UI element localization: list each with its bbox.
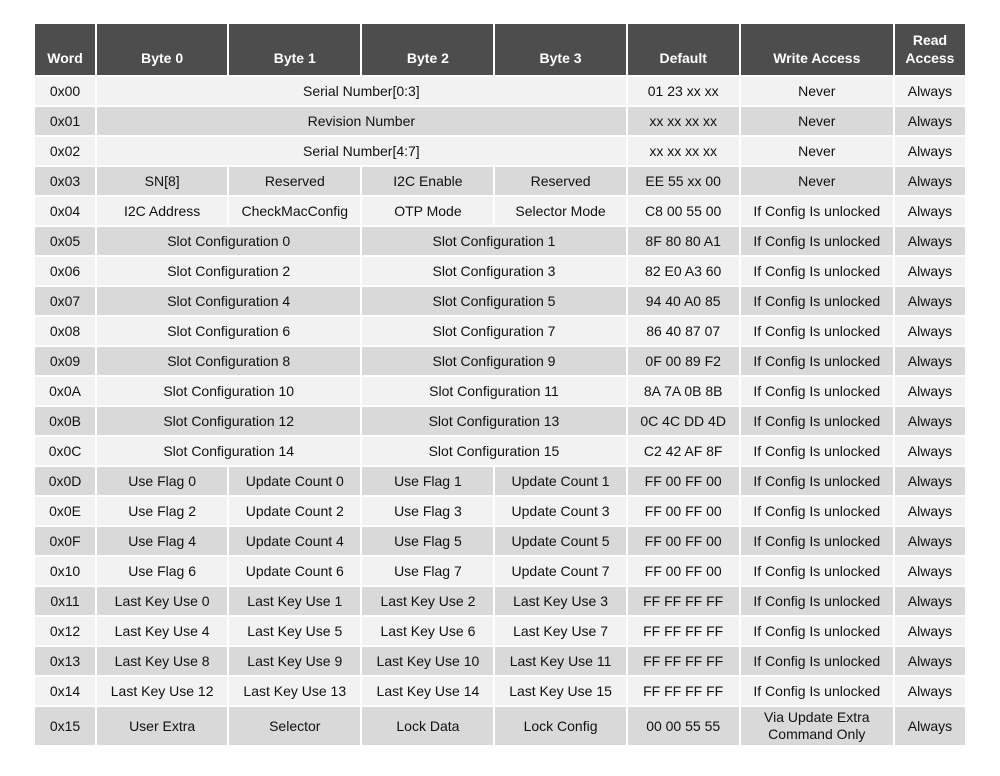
write-access-cell: If Config Is unlocked (741, 227, 893, 255)
table-row (35, 347, 965, 375)
byte-field-cell: OTP Mode (362, 197, 493, 225)
byte-field-cell: Slot Configuration 3 (362, 257, 625, 285)
byte-field-cell: Last Key Use 15 (495, 677, 625, 705)
table-row (35, 287, 965, 315)
byte-field-cell: Update Count 6 (229, 557, 360, 585)
byte-field-cell: Reserved (229, 167, 360, 195)
header-row (35, 24, 965, 75)
byte-field-cell: CheckMacConfig (229, 197, 360, 225)
write-access-cell: Via Update Extra Command Only (741, 707, 893, 745)
read-access-cell: Always (895, 347, 965, 375)
table-row (35, 587, 965, 615)
byte-field-cell: I2C Enable (362, 167, 493, 195)
byte-field-cell: Selector Mode (495, 197, 625, 225)
default-cell: 0F 00 89 F2 (628, 347, 739, 375)
write-access-cell: If Config Is unlocked (741, 467, 893, 495)
byte-field-cell: User Extra (97, 707, 227, 745)
column-header-default: Default (628, 24, 739, 75)
word-cell: 0x0B (35, 407, 95, 435)
column-header-read-access: Read Access (895, 24, 965, 75)
read-access-cell: Always (895, 707, 965, 745)
read-access-cell: Always (895, 197, 965, 225)
byte-field-cell: Last Key Use 14 (362, 677, 493, 705)
write-access-cell: If Config Is unlocked (741, 437, 893, 465)
table-row (35, 617, 965, 645)
byte-field-cell: Slot Configuration 12 (97, 407, 360, 435)
table-row (35, 107, 965, 135)
write-access-cell: If Config Is unlocked (741, 617, 893, 645)
word-cell: 0x06 (35, 257, 95, 285)
write-access-cell: If Config Is unlocked (741, 647, 893, 675)
table-row (35, 137, 965, 165)
column-header-write-access: Write Access (741, 24, 893, 75)
config-zone-table (33, 22, 967, 747)
byte-field-cell: Last Key Use 1 (229, 587, 360, 615)
read-access-cell: Always (895, 77, 965, 105)
read-access-cell: Always (895, 557, 965, 585)
default-cell: xx xx xx xx (628, 137, 739, 165)
default-cell: FF 00 FF 00 (628, 467, 739, 495)
default-cell: 86 40 87 07 (628, 317, 739, 345)
byte-field-cell: Lock Config (495, 707, 625, 745)
table-row (35, 527, 965, 555)
byte-field-cell: Last Key Use 6 (362, 617, 493, 645)
write-access-cell: If Config Is unlocked (741, 317, 893, 345)
word-cell: 0x01 (35, 107, 95, 135)
write-access-cell: If Config Is unlocked (741, 497, 893, 525)
table-row (35, 167, 965, 195)
byte-field-cell: Update Count 0 (229, 467, 360, 495)
read-access-cell: Always (895, 227, 965, 255)
table-row (35, 227, 965, 255)
read-access-cell: Always (895, 137, 965, 165)
default-cell: 8F 80 80 A1 (628, 227, 739, 255)
table-row (35, 557, 965, 585)
byte-field-cell: Last Key Use 7 (495, 617, 625, 645)
byte-field-cell: Slot Configuration 15 (362, 437, 625, 465)
byte-field-cell: Use Flag 6 (97, 557, 227, 585)
byte-field-cell: Selector (229, 707, 360, 745)
default-cell: 82 E0 A3 60 (628, 257, 739, 285)
byte-field-cell: Slot Configuration 7 (362, 317, 625, 345)
read-access-cell: Always (895, 527, 965, 555)
byte-field-cell: Last Key Use 0 (97, 587, 227, 615)
byte-field-cell: Slot Configuration 14 (97, 437, 360, 465)
default-cell: C2 42 AF 8F (628, 437, 739, 465)
byte-field-cell: Update Count 5 (495, 527, 625, 555)
byte-field-cell: Reserved (495, 167, 625, 195)
default-cell: FF FF FF FF (628, 617, 739, 645)
table-row (35, 257, 965, 285)
byte-field-cell: Revision Number (97, 107, 626, 135)
default-cell: xx xx xx xx (628, 107, 739, 135)
byte-field-cell: Last Key Use 12 (97, 677, 227, 705)
write-access-cell: Never (741, 107, 893, 135)
default-cell: FF FF FF FF (628, 677, 739, 705)
word-cell: 0x0A (35, 377, 95, 405)
write-access-cell: If Config Is unlocked (741, 197, 893, 225)
write-access-cell: If Config Is unlocked (741, 377, 893, 405)
column-header-byte-0: Byte 0 (97, 24, 227, 75)
word-cell: 0x14 (35, 677, 95, 705)
read-access-cell: Always (895, 497, 965, 525)
byte-field-cell: Use Flag 0 (97, 467, 227, 495)
byte-field-cell: Slot Configuration 9 (362, 347, 625, 375)
byte-field-cell: Use Flag 4 (97, 527, 227, 555)
byte-field-cell: Use Flag 7 (362, 557, 493, 585)
byte-field-cell: Update Count 4 (229, 527, 360, 555)
byte-field-cell: Last Key Use 13 (229, 677, 360, 705)
byte-field-cell: Slot Configuration 4 (97, 287, 360, 315)
column-header-word: Word (35, 24, 95, 75)
table-row (35, 317, 965, 345)
word-cell: 0x09 (35, 347, 95, 375)
default-cell: 94 40 A0 85 (628, 287, 739, 315)
table-row (35, 647, 965, 675)
default-cell: 8A 7A 0B 8B (628, 377, 739, 405)
byte-field-cell: Slot Configuration 2 (97, 257, 360, 285)
default-cell: FF 00 FF 00 (628, 497, 739, 525)
word-cell: 0x07 (35, 287, 95, 315)
default-cell: FF 00 FF 00 (628, 527, 739, 555)
byte-field-cell: SN[8] (97, 167, 227, 195)
default-cell: FF 00 FF 00 (628, 557, 739, 585)
table-row (35, 407, 965, 435)
word-cell: 0x10 (35, 557, 95, 585)
byte-field-cell: Slot Configuration 5 (362, 287, 625, 315)
write-access-cell: If Config Is unlocked (741, 257, 893, 285)
table-row (35, 707, 965, 745)
read-access-cell: Always (895, 107, 965, 135)
read-access-cell: Always (895, 317, 965, 345)
word-cell: 0x03 (35, 167, 95, 195)
read-access-cell: Always (895, 677, 965, 705)
table-row (35, 677, 965, 705)
table-body (35, 77, 965, 745)
byte-field-cell: Update Count 7 (495, 557, 625, 585)
byte-field-cell: Slot Configuration 11 (362, 377, 625, 405)
write-access-cell: Never (741, 167, 893, 195)
word-cell: 0x05 (35, 227, 95, 255)
byte-field-cell: Use Flag 3 (362, 497, 493, 525)
byte-field-cell: Last Key Use 8 (97, 647, 227, 675)
byte-field-cell: Lock Data (362, 707, 493, 745)
column-header-byte-3: Byte 3 (495, 24, 625, 75)
table-row (35, 497, 965, 525)
byte-field-cell: Slot Configuration 10 (97, 377, 360, 405)
byte-field-cell: Last Key Use 4 (97, 617, 227, 645)
write-access-cell: If Config Is unlocked (741, 677, 893, 705)
table-row (35, 437, 965, 465)
column-header-byte-1: Byte 1 (229, 24, 360, 75)
word-cell: 0x12 (35, 617, 95, 645)
read-access-cell: Always (895, 407, 965, 435)
byte-field-cell: Update Count 1 (495, 467, 625, 495)
byte-field-cell: Update Count 2 (229, 497, 360, 525)
read-access-cell: Always (895, 647, 965, 675)
byte-field-cell: Slot Configuration 8 (97, 347, 360, 375)
read-access-cell: Always (895, 587, 965, 615)
read-access-cell: Always (895, 377, 965, 405)
word-cell: 0x11 (35, 587, 95, 615)
table-row (35, 467, 965, 495)
byte-field-cell: Last Key Use 3 (495, 587, 625, 615)
read-access-cell: Always (895, 617, 965, 645)
word-cell: 0x02 (35, 137, 95, 165)
byte-field-cell: Use Flag 2 (97, 497, 227, 525)
write-access-cell: If Config Is unlocked (741, 407, 893, 435)
table-row (35, 377, 965, 405)
default-cell: C8 00 55 00 (628, 197, 739, 225)
table-row (35, 197, 965, 225)
byte-field-cell: Update Count 3 (495, 497, 625, 525)
column-header-byte-2: Byte 2 (362, 24, 493, 75)
byte-field-cell: Serial Number[4:7] (97, 137, 626, 165)
default-cell: FF FF FF FF (628, 587, 739, 615)
word-cell: 0x08 (35, 317, 95, 345)
word-cell: 0x0C (35, 437, 95, 465)
byte-field-cell: Last Key Use 5 (229, 617, 360, 645)
write-access-cell: Never (741, 77, 893, 105)
default-cell: 0C 4C DD 4D (628, 407, 739, 435)
write-access-cell: If Config Is unlocked (741, 347, 893, 375)
write-access-cell: If Config Is unlocked (741, 557, 893, 585)
word-cell: 0x04 (35, 197, 95, 225)
word-cell: 0x00 (35, 77, 95, 105)
table-row (35, 77, 965, 105)
default-cell: FF FF FF FF (628, 647, 739, 675)
byte-field-cell: Slot Configuration 13 (362, 407, 625, 435)
byte-field-cell: Use Flag 1 (362, 467, 493, 495)
read-access-cell: Always (895, 467, 965, 495)
byte-field-cell: Use Flag 5 (362, 527, 493, 555)
byte-field-cell: I2C Address (97, 197, 227, 225)
write-access-cell: If Config Is unlocked (741, 527, 893, 555)
read-access-cell: Always (895, 167, 965, 195)
word-cell: 0x13 (35, 647, 95, 675)
byte-field-cell: Last Key Use 9 (229, 647, 360, 675)
word-cell: 0x0E (35, 497, 95, 525)
write-access-cell: Never (741, 137, 893, 165)
byte-field-cell: Slot Configuration 6 (97, 317, 360, 345)
read-access-cell: Always (895, 257, 965, 285)
byte-field-cell: Last Key Use 2 (362, 587, 493, 615)
byte-field-cell: Last Key Use 11 (495, 647, 625, 675)
write-access-cell: If Config Is unlocked (741, 287, 893, 315)
write-access-cell: If Config Is unlocked (741, 587, 893, 615)
read-access-cell: Always (895, 437, 965, 465)
read-access-cell: Always (895, 287, 965, 315)
byte-field-cell: Serial Number[0:3] (97, 77, 626, 105)
word-cell: 0x0F (35, 527, 95, 555)
word-cell: 0x15 (35, 707, 95, 745)
byte-field-cell: Slot Configuration 0 (97, 227, 360, 255)
byte-field-cell: Last Key Use 10 (362, 647, 493, 675)
default-cell: 00 00 55 55 (628, 707, 739, 745)
default-cell: 01 23 xx xx (628, 77, 739, 105)
byte-field-cell: Slot Configuration 1 (362, 227, 625, 255)
word-cell: 0x0D (35, 467, 95, 495)
default-cell: EE 55 xx 00 (628, 167, 739, 195)
